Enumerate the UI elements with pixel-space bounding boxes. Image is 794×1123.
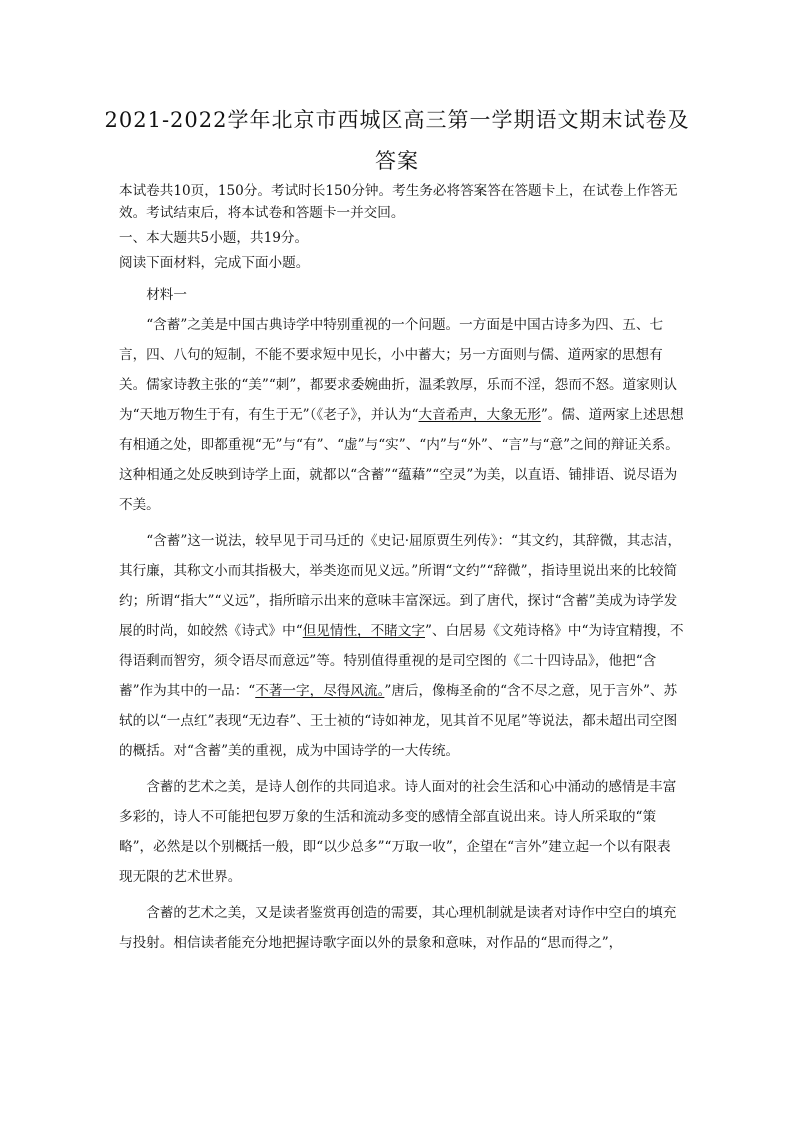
paragraph-3: 含蓄的艺术之美，是诗人创作的共同追求。诗人面对的社会生活和心中涌动的感情是丰富多彩的，诗人不可能把包罗万象的生活和流动多变的感情全部直说出来。诗人所采取的“策略”，必然是以个别概括一般，即“以少总多”“万取一收”，企望在“言外”建立起一个以有限表现无限的艺术世界。 [119, 779, 677, 885]
paragraph-1-text-a: “含蓄”之美是中国古典诗学中特别重视的一个问题。一方面是中国古诗多为四、五、七言，四、八句的短制，不能不要求短中见长，小中蓄大；另一方面则与儒、道两家的思想有关。儒家诗教主张的“美”“刺”，都要求委婉曲折，温柔敦厚，乐而不淫，怨而不怒。道家则认为“天地万物生于有，有生于无”（《老子》，并认为“ [119, 317, 677, 423]
underlined-quote: 但见情性，不睹文字 [302, 623, 426, 639]
paragraph-2-text-a: “含蓄”这一说法，较早见于司马迁的《史记·屈原贾生列传》：“其文约，其辞微，其志洁，其行廉，其称文小而其指极大，举类迩而见义远。”所谓“文约”“辞微”，指诗里说出来的比较简约；所谓“指大”“义远”，指所暗示出来的意味丰富深远。到了唐代，探讨“含蓄”美成为诗学发展的时尚，如皎然《诗式》中“ [119, 533, 682, 639]
paragraph-4: 含蓄的艺术之美，又是读者鉴赏再创造的需要，其心理机制就是读者对诗作中空白的填充与投射。相信读者能充分地把握诗歌字面以外的景象和意味，对作品的“思而得之”， [119, 905, 677, 951]
material-label: 材料一 [146, 287, 187, 303]
paragraph-1 [119, 310, 684, 520]
paragraph-2-text-b: ”、白居易《文苑诗格》中“为诗宜精搜，不得语剩而智穷，须令语尽而意远”等。特别值得重视的是司空图的《二十四诗品》，他把“含蓄”作为其中的一品：“ [119, 623, 684, 699]
reading-instruction: 阅读下面材料，完成下面小题。 [119, 255, 310, 271]
document-title-line2: 答案 [375, 149, 419, 173]
paragraph-2-text-c: ”唐后，像梅圣俞的“含不尽之意，见于言外”、苏轼的以“一点红”表现“无边春”、王士祯的“诗如神龙，见其首不见尾”等说法，都未超出司空图的概括。对“含蓄”美的重视，成为中国诗学的一大传统。 [119, 683, 678, 759]
document-title-line1: 2021-2022学年北京市西城区高三第一学期语文期末试卷及 [104, 108, 690, 132]
underlined-quote: 大音希声，大象无形 [418, 407, 541, 423]
exam-notice: 本试卷共10页，150分。考试时长150分钟。考生务必将答案答在答题卡上，在试卷上作答无效。考试结束后，将本试卷和答题卡一并交回。 [119, 183, 678, 221]
underlined-quote: 不著一字，尽得风流。 [255, 683, 385, 699]
paragraph-1-text-b: ”。儒、道两家上述思想有相通之处，即都重视“无”与“有”、“虚”与“实”、“内”与“外”、“言”与“意”之间的辩证关系。这种相通之处反映到诗学上面，就都以“含蓄”“蕴藉”“空灵”为美，以直语、铺排语、说尽语为不美。 [119, 407, 684, 513]
section-heading: 一、本大题共5小题，共19分。 [119, 230, 309, 246]
paragraph-2 [119, 526, 684, 766]
document-body [119, 180, 684, 958]
exam-instructions [119, 180, 684, 274]
